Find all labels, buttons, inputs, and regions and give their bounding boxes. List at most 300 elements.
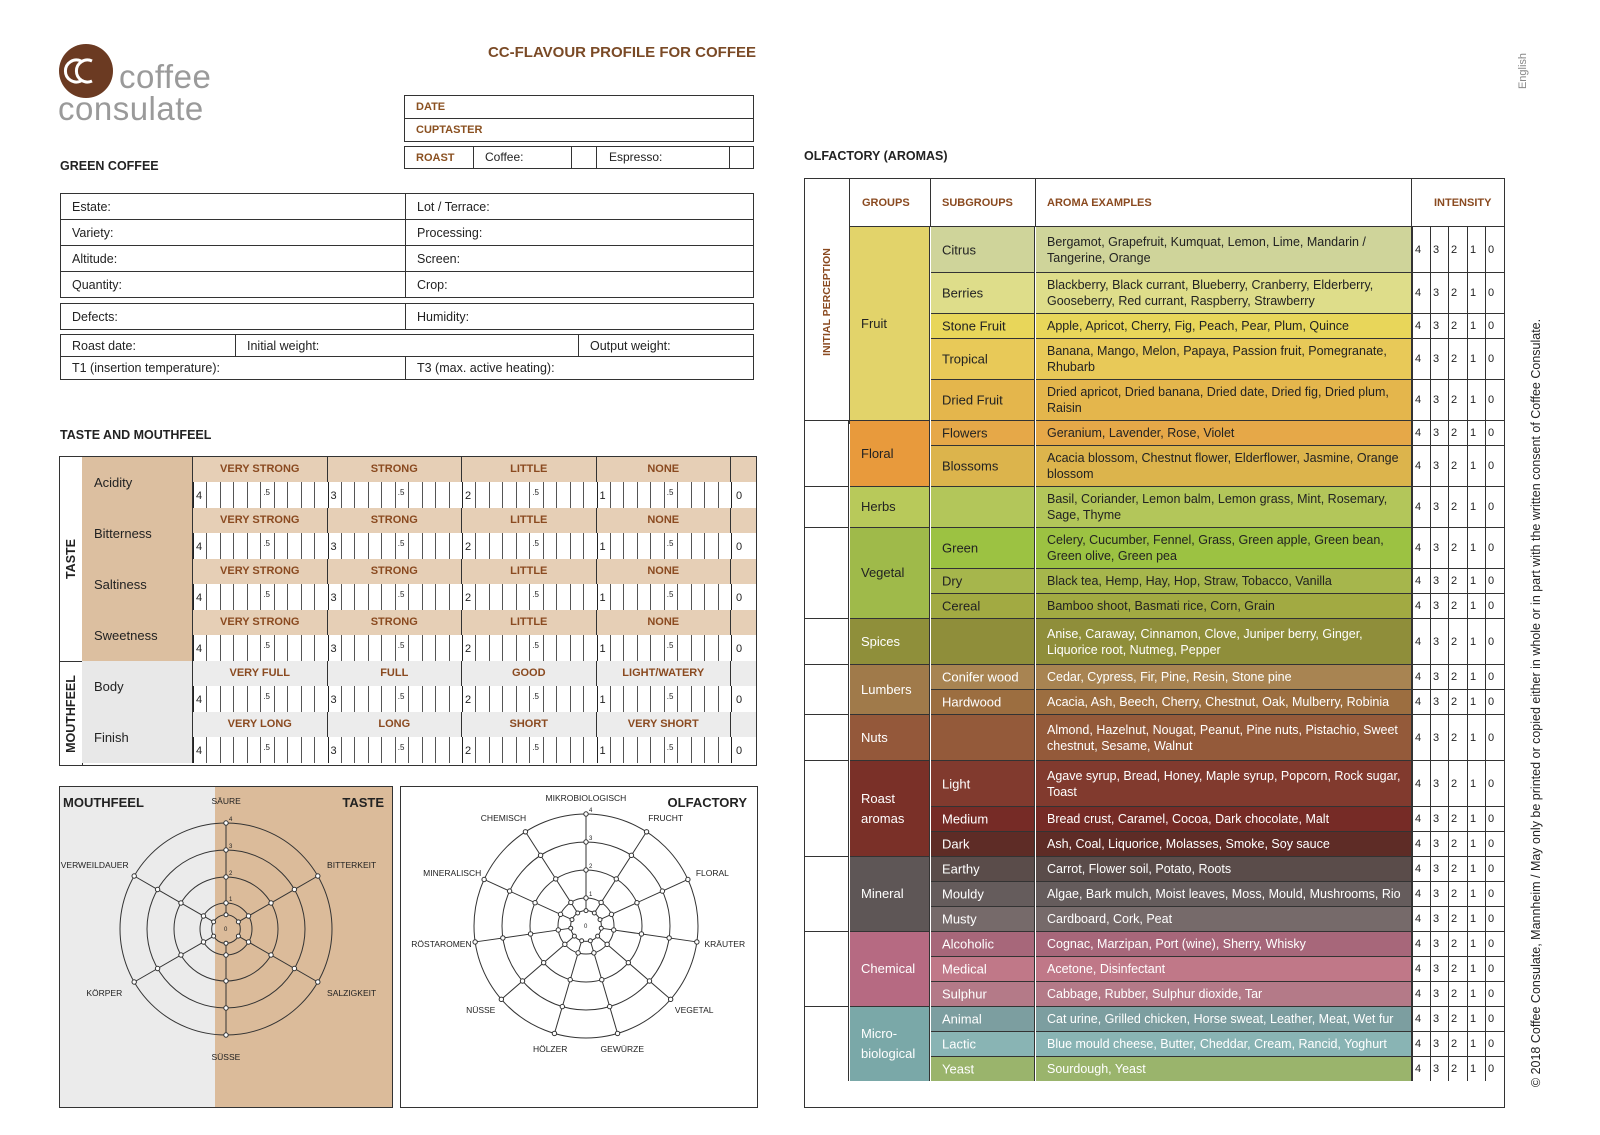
estate-field[interactable]: Estate: xyxy=(61,194,406,219)
scale-minor-tick xyxy=(395,686,396,712)
intensity-cell[interactable]: 2 xyxy=(1448,689,1467,714)
intensity-cell[interactable]: 0 xyxy=(1485,806,1504,831)
intensity-cell[interactable]: 4 xyxy=(1412,856,1430,881)
scale-minor-tick xyxy=(691,584,692,610)
aroma-subgroup[interactable]: Blossoms xyxy=(931,445,1035,486)
intensity-cell[interactable]: 0 xyxy=(1485,856,1504,881)
scale-label: LITTLE xyxy=(462,610,597,635)
intensity-cell[interactable]: 1 xyxy=(1467,714,1485,760)
aroma-subgroup[interactable]: Green xyxy=(931,527,1035,568)
intensity-cell[interactable]: 2 xyxy=(1448,313,1467,338)
intensity-cell[interactable]: 0 xyxy=(1485,1056,1504,1081)
aroma-subgroup[interactable]: Sulphur xyxy=(931,981,1035,1006)
intensity-cell[interactable]: 0 xyxy=(1485,527,1504,568)
intensity-cell[interactable]: 2 xyxy=(1448,664,1467,689)
scale-minor-tick xyxy=(623,533,624,559)
scale-minor-tick xyxy=(637,737,638,763)
scale-minor-tick xyxy=(610,737,611,763)
intensity-cell[interactable]: 1 xyxy=(1467,338,1485,379)
intensity-cell[interactable]: 1 xyxy=(1467,618,1485,664)
intensity-cell[interactable]: 4 xyxy=(1412,272,1430,313)
radar-axis-point xyxy=(596,934,600,938)
radar-axis-label: MIKROBIOLOGISCH xyxy=(545,793,627,803)
aroma-subgroup[interactable]: Citrus xyxy=(931,226,1035,272)
intensity-cell[interactable]: 2 xyxy=(1448,527,1467,568)
intensity-cell[interactable]: 2 xyxy=(1448,831,1467,856)
intensity-cell[interactable]: 1 xyxy=(1467,689,1485,714)
scale-minor-tick xyxy=(301,533,302,559)
scale-minor-tick xyxy=(664,635,665,661)
aroma-subgroup[interactable]: Hardwood xyxy=(931,689,1035,714)
intensity-cell[interactable]: 4 xyxy=(1412,689,1430,714)
radar-axis-label: VERWEILDAUER xyxy=(60,860,129,870)
scale-major-tick xyxy=(193,533,194,559)
taste-mouthfeel-heading: TASTE AND MOUTHFEEL xyxy=(60,428,212,442)
intensity-cell[interactable]: 2 xyxy=(1448,618,1467,664)
intensity-cell[interactable]: 0 xyxy=(1485,486,1504,527)
intensity-cell[interactable]: 4 xyxy=(1412,981,1430,1006)
rating-scale[interactable] xyxy=(193,533,756,559)
scale-half-mark: .5 xyxy=(532,590,539,599)
scale-minor-tick xyxy=(623,635,624,661)
radar-axis-point xyxy=(626,960,630,964)
intensity-cell[interactable]: 1 xyxy=(1467,956,1485,981)
aroma-subgroup[interactable]: Cereal xyxy=(931,593,1035,618)
intensity-cell[interactable]: 0 xyxy=(1485,664,1504,689)
aroma-subgroup[interactable] xyxy=(931,618,1035,664)
perception-cell xyxy=(805,856,849,931)
scale-minor-tick xyxy=(718,737,719,763)
scale-major-tick xyxy=(597,737,598,763)
scale-minor-tick xyxy=(516,584,517,610)
intensity-cell[interactable]: 1 xyxy=(1467,226,1485,272)
scale-number: 4 xyxy=(196,694,203,706)
scale-minor-tick xyxy=(274,584,275,610)
aroma-subgroup[interactable]: Mouldy xyxy=(931,881,1035,906)
intensity-cell[interactable]: 0 xyxy=(1485,881,1504,906)
altitude-field[interactable]: Altitude: xyxy=(61,246,406,271)
aroma-subgroup[interactable]: Medium xyxy=(931,806,1035,831)
intensity-cell[interactable]: 0 xyxy=(1485,831,1504,856)
intensity-cell[interactable]: 0 xyxy=(1485,272,1504,313)
intensity-cell[interactable]: 2 xyxy=(1448,981,1467,1006)
scale-minor-tick xyxy=(287,584,288,610)
intensity-cell[interactable]: 4 xyxy=(1412,338,1430,379)
intensity-cell[interactable]: 3 xyxy=(1430,226,1448,272)
aroma-subgroup[interactable]: Flowers xyxy=(931,420,1035,445)
intensity-cell[interactable]: 3 xyxy=(1430,445,1448,486)
scale-minor-tick xyxy=(301,686,302,712)
taste-row-name: Saltiness xyxy=(82,559,193,610)
intensity-cell[interactable]: 3 xyxy=(1430,806,1448,831)
scale-minor-tick xyxy=(718,533,719,559)
intensity-cell[interactable]: 2 xyxy=(1448,379,1467,420)
copyright-notice: © 2018 Coffee Consulate, Mannheim / May only be printed or copied either in whole or in part with the written consent of Coffee Consulate. xyxy=(1529,318,1543,1087)
defects-field[interactable]: Defects: xyxy=(61,304,406,329)
intensity-cell[interactable]: 4 xyxy=(1412,1056,1430,1081)
intensity-cell[interactable]: 2 xyxy=(1448,931,1467,956)
intensity-cell[interactable]: 1 xyxy=(1467,568,1485,593)
radar-axis-point xyxy=(269,953,273,957)
scale-minor-tick xyxy=(543,482,544,508)
radar-axis-point xyxy=(580,939,584,943)
intensity-cell[interactable]: 0 xyxy=(1485,568,1504,593)
scale-minor-tick xyxy=(233,482,234,508)
scale-minor-tick xyxy=(475,482,476,508)
rating-scale[interactable] xyxy=(193,482,756,508)
scale-half-mark: .5 xyxy=(666,692,674,701)
aroma-subgroup[interactable] xyxy=(931,714,1035,760)
intensity-cell[interactable]: 2 xyxy=(1448,956,1467,981)
intensity-cell[interactable]: 4 xyxy=(1412,906,1430,931)
intensity-cell[interactable]: 3 xyxy=(1430,1056,1448,1081)
radar-axis-point xyxy=(224,1033,228,1037)
aroma-subgroup[interactable]: Stone Fruit xyxy=(931,313,1035,338)
intensity-cell[interactable]: 3 xyxy=(1430,664,1448,689)
scale-minor-tick xyxy=(489,584,490,610)
crop-field[interactable]: Crop: xyxy=(417,278,448,292)
intensity-cell[interactable]: 0 xyxy=(1485,689,1504,714)
intensity-cell[interactable]: 0 xyxy=(1485,714,1504,760)
radar-axis-label: FLORAL xyxy=(695,867,729,878)
intensity-cell[interactable]: 3 xyxy=(1430,1031,1448,1056)
intensity-cell[interactable]: 0 xyxy=(1485,931,1504,956)
scale-half-mark: .5 xyxy=(397,692,405,701)
intensity-cell[interactable]: 0 xyxy=(1485,338,1504,379)
aroma-subgroup[interactable]: Animal xyxy=(931,1006,1035,1031)
radar-ring-number: 3 xyxy=(229,844,233,850)
intensity-cell[interactable]: 1 xyxy=(1467,981,1485,1006)
scale-minor-tick xyxy=(422,482,423,508)
espresso-check[interactable] xyxy=(730,147,753,168)
olfactory-radar-chart xyxy=(400,786,758,1108)
intensity-cell[interactable]: 1 xyxy=(1467,806,1485,831)
intensity-cell[interactable]: 0 xyxy=(1485,981,1504,1006)
intensity-cell[interactable]: 3 xyxy=(1430,956,1448,981)
aroma-subgroup[interactable]: Berries xyxy=(931,272,1035,313)
intensity-cell[interactable]: 4 xyxy=(1412,486,1430,527)
scale-label: NONE xyxy=(597,610,732,635)
radar-axis-point xyxy=(612,928,616,932)
quantity-field[interactable]: Quantity: xyxy=(61,272,406,297)
intensity-cell[interactable]: 4 xyxy=(1412,527,1430,568)
intensity-cell[interactable]: 1 xyxy=(1467,831,1485,856)
scale-minor-tick xyxy=(341,686,342,712)
intensity-cell[interactable]: 0 xyxy=(1485,760,1504,806)
scale-minor-tick xyxy=(489,686,490,712)
scale-number: 1 xyxy=(599,592,606,604)
t3-field[interactable]: T3 (max. active heating): xyxy=(417,361,555,375)
scale-minor-tick xyxy=(704,635,705,661)
intensity-cell[interactable]: 1 xyxy=(1467,486,1485,527)
intensity-cell[interactable]: 3 xyxy=(1430,906,1448,931)
scale-minor-tick xyxy=(570,482,571,508)
scale-label: LITTLE xyxy=(462,457,597,482)
intensity-cell[interactable]: 4 xyxy=(1412,226,1430,272)
intensity-cell[interactable]: 2 xyxy=(1448,486,1467,527)
scale-label: VERY FULL xyxy=(193,661,328,686)
intensity-cell[interactable]: 4 xyxy=(1412,881,1430,906)
intensity-cell[interactable]: 2 xyxy=(1448,906,1467,931)
radar-axis-point xyxy=(584,896,588,900)
scale-minor-tick xyxy=(220,482,221,508)
radar-ring-number: 4 xyxy=(589,808,593,814)
scale-minor-tick xyxy=(691,482,692,508)
rating-scale[interactable] xyxy=(193,584,756,610)
intensity-cell[interactable]: 4 xyxy=(1412,1031,1430,1056)
scale-label: LONG xyxy=(328,712,463,737)
intensity-cell[interactable]: 2 xyxy=(1448,420,1467,445)
initial-perception-cell: INITIAL PERCEPTION xyxy=(805,179,850,424)
intensity-cell[interactable]: 2 xyxy=(1448,856,1467,881)
aroma-subgroup[interactable]: Tropical xyxy=(931,338,1035,379)
aroma-subgroup[interactable]: Dry xyxy=(931,568,1035,593)
aroma-examples: Cognac, Marzipan, Port (wine), Sherry, Whisky xyxy=(1036,931,1412,956)
scale-number: 0 xyxy=(736,745,743,757)
intensity-cell[interactable]: 3 xyxy=(1430,931,1448,956)
intensity-cell[interactable]: 4 xyxy=(1412,760,1430,806)
scale-minor-tick xyxy=(610,482,611,508)
scale-minor-tick xyxy=(543,533,544,559)
scale-major-tick xyxy=(597,686,598,712)
intensity-cell[interactable]: 4 xyxy=(1412,831,1430,856)
radar-axis-point xyxy=(592,911,596,915)
aroma-subgroup[interactable]: Earthy xyxy=(931,856,1035,881)
scale-number: 1 xyxy=(599,541,606,553)
perception-cell xyxy=(805,931,849,1006)
intensity-cell[interactable]: 4 xyxy=(1412,313,1430,338)
aroma-subgroup[interactable]: Light xyxy=(931,760,1035,806)
coffee-field[interactable]: Coffee: xyxy=(474,147,572,168)
scale-number: 0 xyxy=(736,643,743,655)
processing-field[interactable]: Processing: xyxy=(417,226,483,240)
initial-weight-field[interactable]: Initial weight: xyxy=(236,335,579,356)
intensity-cell[interactable]: 3 xyxy=(1430,379,1448,420)
intensity-cell[interactable]: 0 xyxy=(1485,226,1504,272)
scale-major-tick xyxy=(597,635,598,661)
scale-minor-tick xyxy=(274,635,275,661)
intensity-cell[interactable]: 3 xyxy=(1430,831,1448,856)
scale-minor-tick xyxy=(354,482,355,508)
scale-half-mark: .5 xyxy=(397,539,405,548)
scale-major-tick xyxy=(731,737,732,763)
scale-minor-tick xyxy=(502,482,503,508)
intensity-cell[interactable]: 3 xyxy=(1430,313,1448,338)
intensity-cell[interactable]: 3 xyxy=(1430,568,1448,593)
radar-axis-point xyxy=(644,830,648,834)
rating-scale[interactable] xyxy=(193,737,756,763)
intensity-cell[interactable]: 1 xyxy=(1467,1031,1485,1056)
output-weight-field[interactable]: Output weight: xyxy=(590,339,671,353)
intensity-cell[interactable]: 2 xyxy=(1448,1031,1467,1056)
intensity-cell[interactable]: 1 xyxy=(1467,1006,1485,1031)
espresso-field[interactable]: Espresso: xyxy=(597,147,730,168)
intensity-cell[interactable]: 1 xyxy=(1467,881,1485,906)
screen-field[interactable]: Screen: xyxy=(417,252,461,266)
aroma-subgroup[interactable]: Yeast xyxy=(931,1056,1035,1081)
aroma-examples: Bread crust, Caramel, Cocoa, Dark chocolate, Malt xyxy=(1036,806,1412,831)
aroma-subgroup[interactable]: Alcoholic xyxy=(931,931,1035,956)
scale-number: 3 xyxy=(330,643,337,655)
scale-number: 0 xyxy=(736,694,743,706)
intensity-cell[interactable]: 4 xyxy=(1412,714,1430,760)
roast-date-field[interactable]: Roast date: xyxy=(61,335,236,356)
intensity-cell[interactable]: 4 xyxy=(1412,1006,1430,1031)
intensity-cell[interactable]: 3 xyxy=(1430,486,1448,527)
scale-minor-tick xyxy=(381,533,382,559)
variety-field[interactable]: Variety: xyxy=(61,220,406,245)
scale-minor-tick xyxy=(341,533,342,559)
intensity-cell[interactable]: 3 xyxy=(1430,272,1448,313)
radar-axis-point xyxy=(132,980,136,984)
scale-minor-tick xyxy=(408,635,409,661)
intensity-cell[interactable]: 3 xyxy=(1430,1006,1448,1031)
scale-label: STRONG xyxy=(328,508,463,533)
radar-axis-point xyxy=(560,1004,564,1008)
intensity-cell[interactable]: 1 xyxy=(1467,906,1485,931)
intensity-cell[interactable]: 4 xyxy=(1412,931,1430,956)
radar-axis-point xyxy=(316,980,320,984)
aroma-subgroup[interactable] xyxy=(931,486,1035,527)
scale-number: 2 xyxy=(465,490,472,502)
scale-minor-tick xyxy=(650,584,651,610)
intensity-cell[interactable]: 2 xyxy=(1448,593,1467,618)
intensity-cell[interactable]: 1 xyxy=(1467,931,1485,956)
intensity-cell[interactable]: 2 xyxy=(1448,760,1467,806)
scale-minor-tick xyxy=(502,635,503,661)
intensity-cell[interactable]: 0 xyxy=(1485,618,1504,664)
aroma-subgroup[interactable]: Conifer wood xyxy=(931,664,1035,689)
aroma-subgroup[interactable]: Lactic xyxy=(931,1031,1035,1056)
intensity-cell[interactable]: 3 xyxy=(1430,760,1448,806)
radar-olfactory-title: OLFACTORY xyxy=(667,795,747,810)
scale-labels xyxy=(193,559,756,585)
radar-axis-point xyxy=(523,830,527,834)
aroma-examples: Algae, Bark mulch, Moist leaves, Moss, Mould, Mushrooms, Rio xyxy=(1036,881,1412,906)
scale-minor-tick xyxy=(435,737,436,763)
intensity-cell[interactable]: 2 xyxy=(1448,445,1467,486)
scale-minor-tick xyxy=(395,584,396,610)
radar-ring-number: 2 xyxy=(229,871,233,877)
taste-row-body xyxy=(82,661,756,713)
intensity-cell[interactable]: 3 xyxy=(1430,527,1448,568)
aroma-subgroup[interactable]: Medical xyxy=(931,956,1035,981)
intensity-cell[interactable]: 3 xyxy=(1430,856,1448,881)
coffee-check[interactable] xyxy=(572,147,597,168)
aroma-examples: Geranium, Lavender, Rose, Violet xyxy=(1036,420,1412,445)
intensity-cell[interactable]: 1 xyxy=(1467,664,1485,689)
scale-minor-tick xyxy=(381,584,382,610)
intensity-cell[interactable]: 3 xyxy=(1430,714,1448,760)
intensity-cell[interactable]: 4 xyxy=(1412,956,1430,981)
intensity-cell[interactable]: 4 xyxy=(1412,420,1430,445)
intensity-cell[interactable]: 2 xyxy=(1448,881,1467,906)
intensity-cell[interactable]: 1 xyxy=(1467,1056,1485,1081)
lot-field[interactable]: Lot / Terrace: xyxy=(417,200,490,214)
intensity-cell[interactable]: 0 xyxy=(1485,1031,1504,1056)
perception-cell xyxy=(805,760,849,856)
intensity-cell[interactable]: 4 xyxy=(1412,806,1430,831)
scale-major-tick xyxy=(462,584,463,610)
intensity-cell[interactable]: 3 xyxy=(1430,981,1448,1006)
intensity-cell[interactable]: 3 xyxy=(1430,420,1448,445)
intensity-cell[interactable]: 3 xyxy=(1430,338,1448,379)
intensity-cell[interactable]: 3 xyxy=(1430,689,1448,714)
scale-major-tick xyxy=(328,635,329,661)
intensity-cell[interactable]: 1 xyxy=(1467,527,1485,568)
intensity-cell[interactable]: 0 xyxy=(1485,313,1504,338)
t1-field[interactable]: T1 (insertion temperature): xyxy=(61,357,406,379)
scale-minor-tick xyxy=(341,737,342,763)
scale-minor-tick xyxy=(287,482,288,508)
intensity-cell[interactable]: 1 xyxy=(1467,313,1485,338)
intensity-cell[interactable]: 3 xyxy=(1430,593,1448,618)
intensity-cell[interactable]: 4 xyxy=(1412,445,1430,486)
intensity-cell[interactable]: 2 xyxy=(1448,272,1467,313)
radar-axis-point xyxy=(639,932,643,936)
scale-label: VERY STRONG xyxy=(193,457,328,482)
intensity-cell[interactable]: 3 xyxy=(1430,618,1448,664)
intensity-cell[interactable]: 1 xyxy=(1467,593,1485,618)
intensity-cell[interactable]: 0 xyxy=(1485,420,1504,445)
radar-axis-point xyxy=(201,940,205,944)
intensity-cell[interactable]: 0 xyxy=(1485,906,1504,931)
intensity-cell[interactable]: 2 xyxy=(1448,1056,1467,1081)
intensity-cell[interactable]: 2 xyxy=(1448,568,1467,593)
intensity-cell[interactable]: 4 xyxy=(1412,379,1430,420)
scale-minor-tick xyxy=(556,635,557,661)
intensity-cell[interactable]: 1 xyxy=(1467,379,1485,420)
rating-scale[interactable] xyxy=(193,635,756,661)
intensity-cell[interactable]: 4 xyxy=(1412,664,1430,689)
aroma-subgroup[interactable]: Dark xyxy=(931,831,1035,856)
intensity-cell[interactable]: 4 xyxy=(1412,593,1430,618)
intensity-cell[interactable]: 2 xyxy=(1448,1006,1467,1031)
intensity-cell[interactable]: 2 xyxy=(1448,226,1467,272)
intensity-cell[interactable]: 1 xyxy=(1467,760,1485,806)
intensity-cell[interactable]: 3 xyxy=(1430,881,1448,906)
intensity-cell[interactable]: 1 xyxy=(1467,445,1485,486)
scale-minor-tick xyxy=(570,584,571,610)
intensity-cell[interactable]: 2 xyxy=(1448,806,1467,831)
intensity-cell[interactable]: 2 xyxy=(1448,338,1467,379)
intensity-cell[interactable]: 0 xyxy=(1485,379,1504,420)
cuptaster-field[interactable]: CUPTASTER xyxy=(416,124,483,136)
intensity-cell[interactable]: 4 xyxy=(1412,618,1430,664)
humidity-field[interactable]: Humidity: xyxy=(417,310,470,324)
intensity-cell[interactable]: 1 xyxy=(1467,856,1485,881)
aroma-subgroup[interactable]: Musty xyxy=(931,906,1035,931)
aroma-subgroup[interactable]: Dried Fruit xyxy=(931,379,1035,420)
scale-label-end xyxy=(731,661,755,686)
intensity-cell[interactable]: 0 xyxy=(1485,956,1504,981)
intensity-cell[interactable]: 1 xyxy=(1467,420,1485,445)
intensity-cell[interactable]: 2 xyxy=(1448,714,1467,760)
radar-ring-number: 2 xyxy=(589,864,593,870)
intensity-cell[interactable]: 0 xyxy=(1485,593,1504,618)
radar-ring-number: 4 xyxy=(229,817,233,823)
scale-minor-tick xyxy=(704,737,705,763)
scale-major-tick xyxy=(328,584,329,610)
intensity-cell[interactable]: 0 xyxy=(1485,445,1504,486)
scale-minor-tick xyxy=(206,737,207,763)
date-field[interactable]: DATE xyxy=(405,96,753,119)
aroma-examples: Dried apricot, Dried banana, Dried date, Dried fig, Dried plum, Raisin xyxy=(1036,379,1412,420)
intensity-cell[interactable]: 1 xyxy=(1467,272,1485,313)
rating-scale[interactable] xyxy=(193,686,756,712)
intensity-cell[interactable]: 0 xyxy=(1485,1006,1504,1031)
intensity-cell[interactable]: 4 xyxy=(1412,568,1430,593)
